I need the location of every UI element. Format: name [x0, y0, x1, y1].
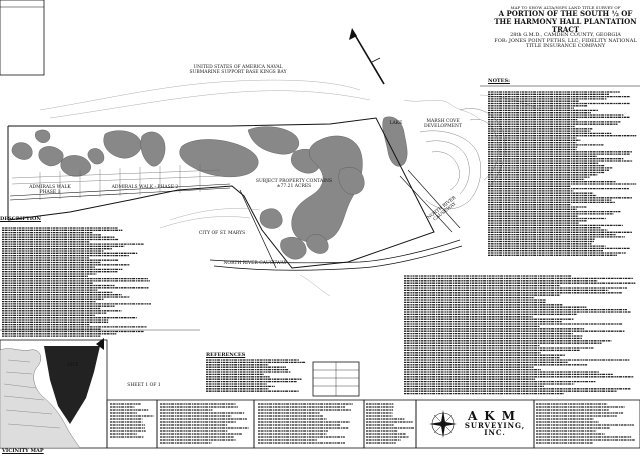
logo-sub: SURVEYING, INC.	[464, 421, 526, 437]
references-heading: REFERENCES	[206, 352, 246, 358]
title-line-6: TITLE INSURANCE COMPANY	[525, 43, 606, 50]
corner-box	[0, 0, 44, 75]
sheet-number: SHEET 1 OF 1	[127, 383, 161, 388]
title-line-2: A PORTION OF THE SOUTH ½ OF	[498, 9, 633, 19]
vicinity-map-heading: VICINITY MAP	[2, 448, 44, 454]
city-label: CITY OF ST. MARYS	[198, 231, 246, 236]
title-line-5: FOR: JONES POINT PETHS, LLC; FIDELITY NATIONAL	[494, 37, 637, 44]
title-block	[493, 6, 638, 50]
site-label: SITE	[67, 363, 79, 368]
subject-property-label: SUBJECT PROPERTY CONTAINS ±77.21 ACRES	[255, 179, 333, 189]
causeway-right-label: NORTH RIVER CAUSEWAY	[426, 195, 458, 223]
notes-heading: NOTES:	[488, 78, 510, 84]
description-heading: DESCRIPTION	[0, 216, 41, 222]
compass-rose-icon	[429, 410, 457, 438]
title-line-3: THE HARMONY HALL PLANTATION TRACT	[494, 17, 637, 34]
logo-name: AKM	[467, 409, 523, 423]
description-text-lines	[2, 228, 635, 443]
north-arrow-icon	[349, 28, 384, 84]
lake-label: LAKE	[389, 121, 403, 126]
causeway-lower-label: NORTH RIVER CAUSEWAY	[223, 261, 287, 266]
vicinity-map	[0, 338, 104, 448]
admirals-walk-2-label: ADMIRALS WALK - PHASE 2	[111, 185, 179, 190]
marsh-cove-label: MARSH COVE DEVELOPMENT	[424, 119, 462, 129]
title-line-1: MAP TO SHOW ALTA/NSPS LAND TITLE SURVEY OF	[510, 5, 621, 10]
notes-text-lines	[488, 92, 636, 255]
title-line-4: 28th G.M.D., CAMDEN COUNTY, GEORGIA	[510, 32, 621, 39]
naval-base-label: UNITED STATES OF AMERICA NAVAL SUBMARINE SUPPORT BASE KINGS BAY	[189, 65, 287, 75]
company-logo	[456, 410, 534, 436]
admirals-walk-1-label: ADMIRALS WALK PHASE 1	[29, 185, 71, 195]
lower-notes-text-lines	[404, 276, 635, 394]
